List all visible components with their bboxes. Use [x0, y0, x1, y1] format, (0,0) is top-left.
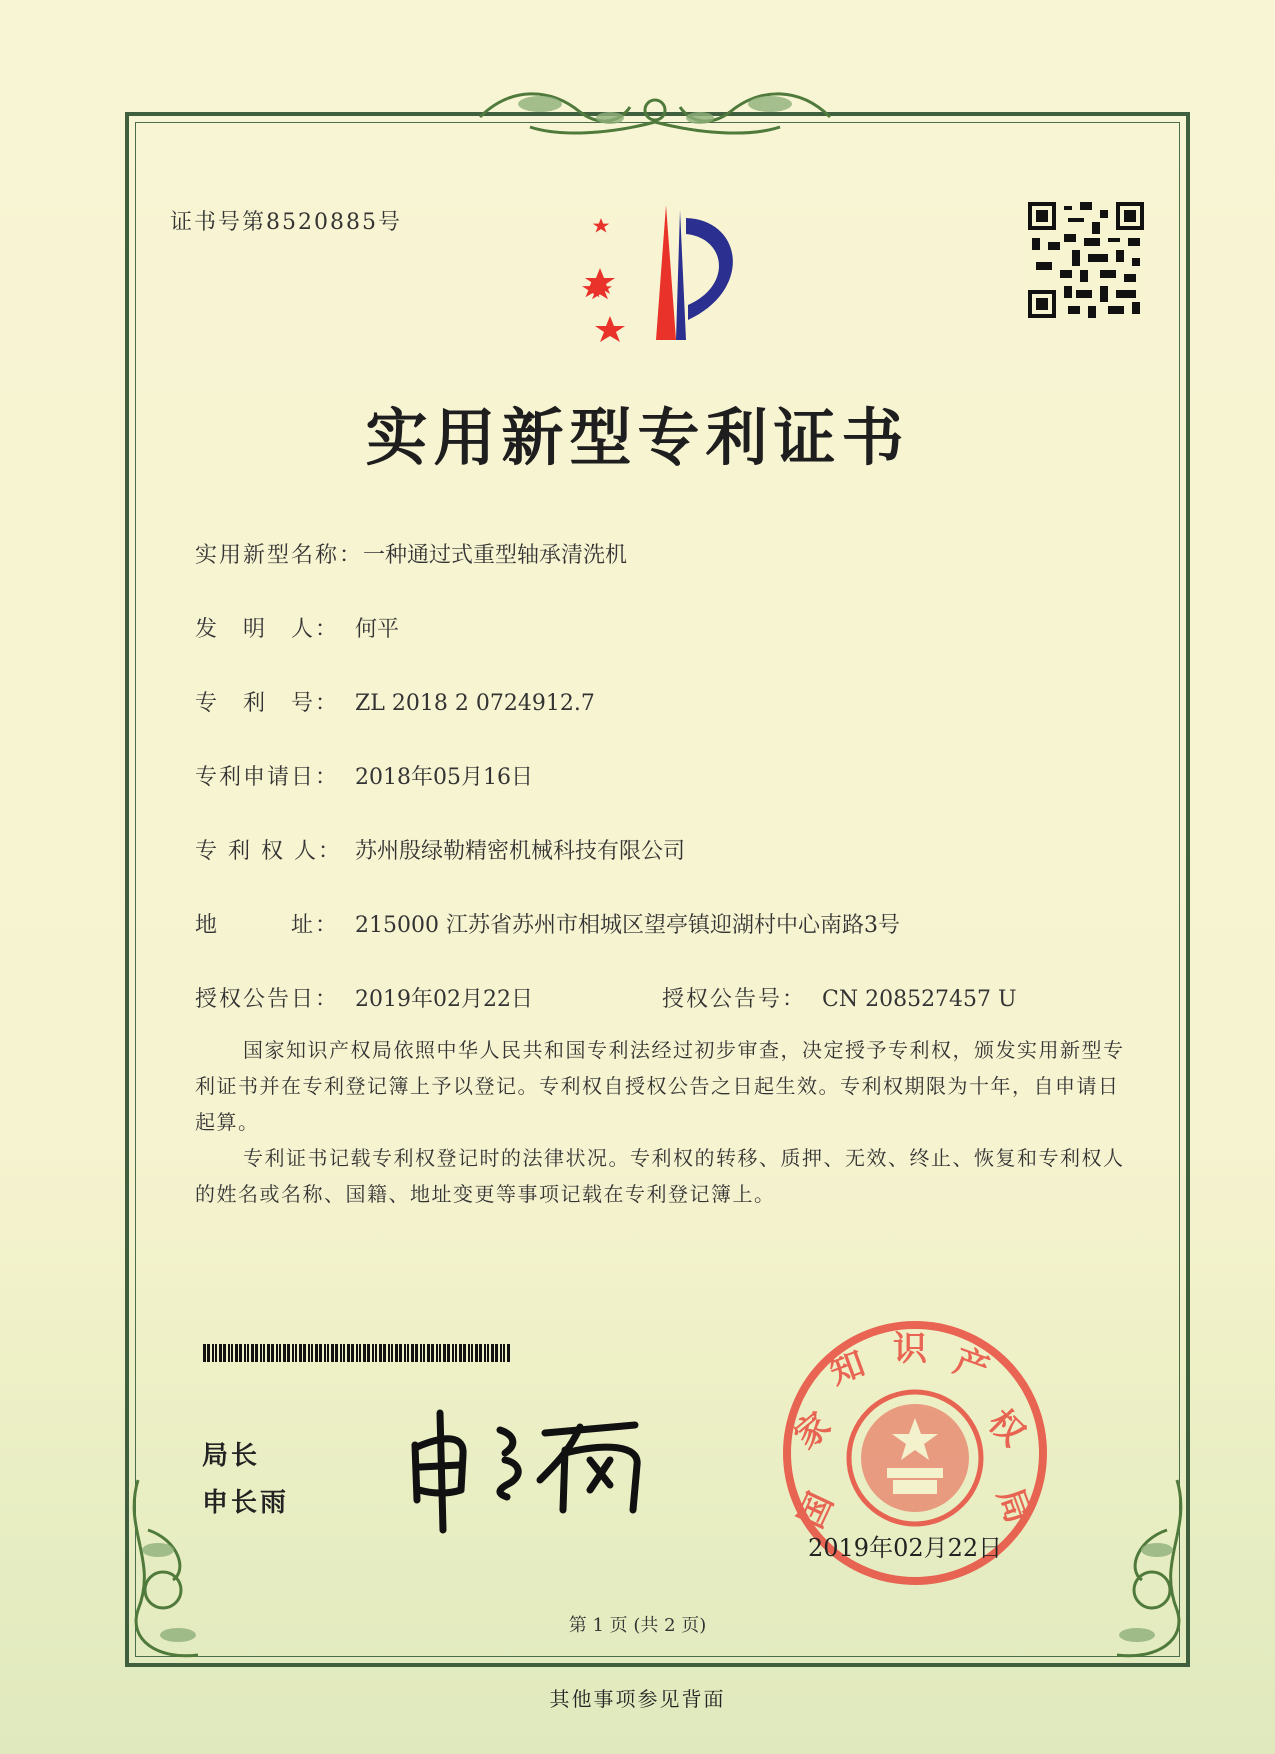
field-value: 一种通过式重型轴承清洗机 — [363, 543, 628, 568]
barcode-icon — [203, 1344, 513, 1362]
director-signature — [405, 1405, 665, 1535]
svg-text:局: 局 — [989, 1482, 1039, 1529]
field-row-application-date — [195, 760, 533, 791]
field-value: 苏州殷绿勒精密机械科技有限公司 — [355, 839, 686, 864]
field-row-model-name — [195, 538, 627, 569]
field-value: 2018年05月16日 — [355, 765, 533, 790]
field-label: 授权公告号： — [662, 987, 807, 1012]
bottom-right-ornament — [1087, 1470, 1197, 1670]
grant-statement-paragraph: 国家知识产权局依照中华人民共和国专利法经过初步审查，决定授予专利权，颁发实用新型专利证书并在专利登记簿上予以登记。专利权自授权公告之日起生效。专利权期限为十年，自申请日起算。 — [195, 1038, 1125, 1134]
field-row-address — [195, 908, 900, 939]
field-label: 专利申请日： — [195, 765, 340, 790]
legal-status-paragraph: 专利证书记载专利权登记时的法律状况。专利权的转移、质押、无效、终止、恢复和专利权人的姓名或名称、国籍、地址变更等事项记载在专利登记簿上。 — [195, 1146, 1125, 1206]
field-value: 2019年02月22日 — [355, 987, 533, 1012]
director-title: 局长 — [202, 1441, 261, 1471]
field-label: 授权公告日： — [195, 987, 340, 1012]
top-ornament — [470, 82, 840, 144]
patent-office-logo-icon — [568, 200, 758, 345]
field-label: 实用新型名称： — [195, 543, 364, 568]
field-row-grant-number — [662, 982, 1017, 1013]
svg-text:识: 识 — [893, 1329, 927, 1369]
field-row-patentee — [195, 834, 685, 865]
field-label: 专 利 权 人： — [195, 839, 342, 864]
field-value: CN 208527457 U — [822, 987, 1017, 1012]
field-value: 215000 江苏省苏州市相城区望亭镇迎湖村中心南路3号 — [355, 913, 900, 938]
field-row-inventor — [195, 612, 399, 643]
field-value: ZL 2018 2 0724912.7 — [355, 691, 595, 716]
svg-text:权: 权 — [980, 1401, 1033, 1455]
director-name: 申长雨 — [202, 1488, 290, 1518]
field-label: 专 利 号： — [195, 691, 340, 716]
qr-code-icon — [1028, 202, 1144, 318]
page-number: 第 1 页 (共 2 页) — [568, 1615, 707, 1636]
field-row-patent-number — [195, 686, 595, 717]
svg-text:知: 知 — [824, 1343, 871, 1393]
svg-text:产: 产 — [948, 1340, 995, 1391]
certificate-title: 实用新型专利证书 — [365, 401, 910, 474]
certificate-number: 证书号第8520885号 — [170, 210, 402, 235]
field-label: 发 明 人： — [195, 617, 340, 642]
svg-text:国: 国 — [790, 1486, 842, 1535]
seal-date: 2019年02月22日 — [808, 1534, 1003, 1562]
field-row-grant-date — [195, 982, 533, 1013]
field-value: 何平 — [355, 617, 400, 642]
svg-text:家: 家 — [786, 1404, 839, 1458]
field-label: 地 址： — [195, 913, 340, 938]
footer-note: 其他事项参见背面 — [549, 1687, 726, 1711]
